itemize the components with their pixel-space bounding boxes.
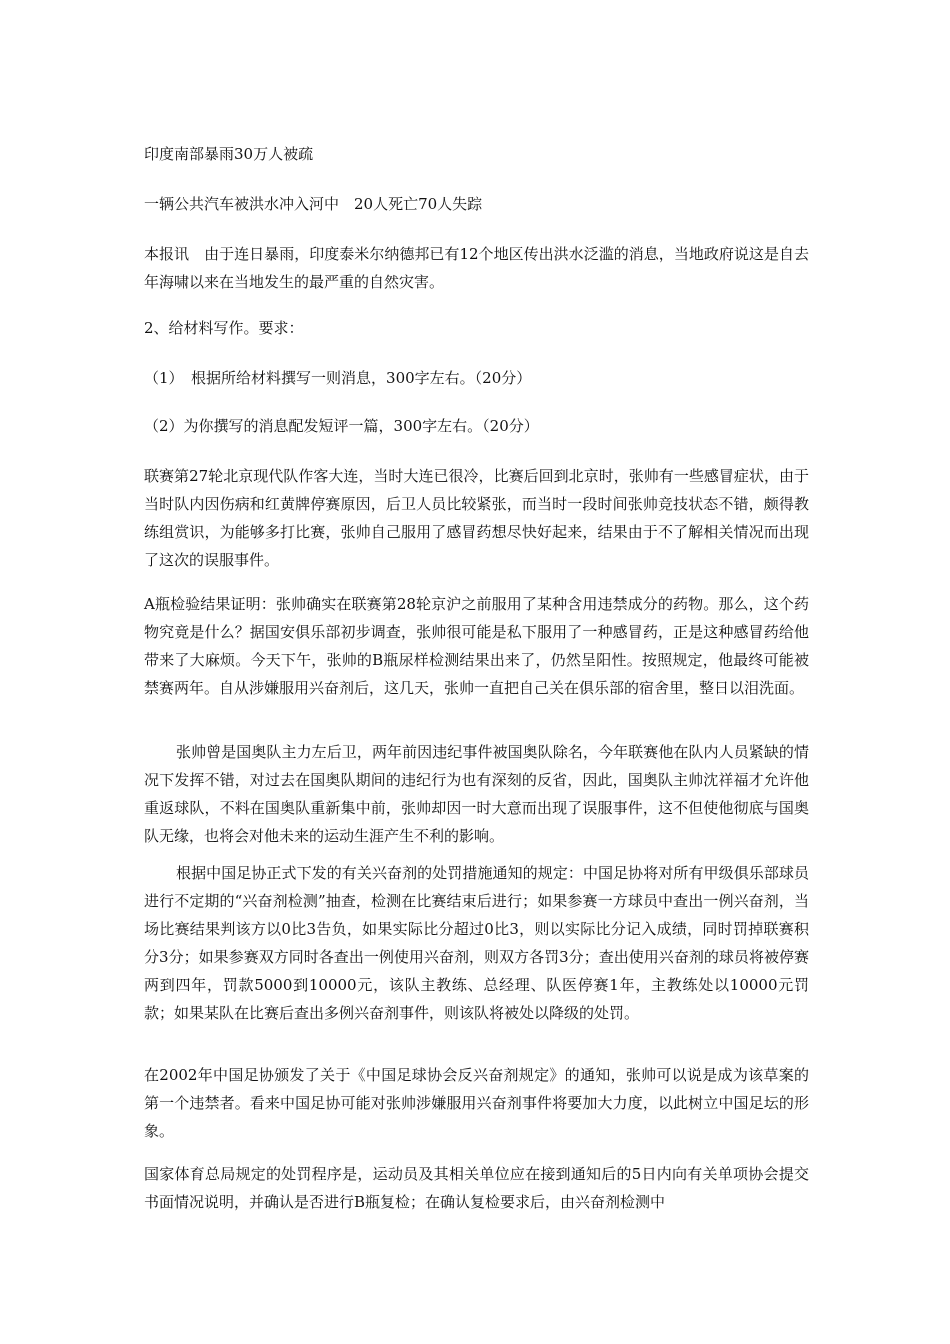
task-title: 2、给材料写作。要求： bbox=[144, 319, 304, 337]
requirement-2: （2）为你撰写的消息配发短评一篇，300字左右。（20分） bbox=[144, 417, 539, 435]
paragraph-1: 联赛第27轮北京现代队作客大连，当时大连已很冷，比赛后回到北京时，张帅有一些感冒症状，由于当时队内因伤病和红黄牌停赛原因，后卫人员比较紧张，而当时一段时间张帅竞技状态不错，颇得教练组赏识，为能够多打比赛，张帅自己服用了感冒药想尽快好起来，结果由于不了解相关情况而出现了这次的误服事件。 bbox=[144, 467, 809, 569]
subheadline: 一辆公共汽车被洪水冲入河中 20人死亡70人失踪 bbox=[144, 195, 483, 213]
paragraph-5: 在2002年中国足协颁发了关于《中国足球协会反兴奋剂规定》的通知，张帅可以说是成为该草案的第一个违禁者。看来中国足协可能对张帅涉嫌服用兴奋剂事件将要加大力度，以此树立中国足坛的形象。 bbox=[144, 1066, 809, 1140]
paragraph-2: A瓶检验结果证明：张帅确实在联赛第28轮京沪之前服用了某种含用违禁成分的药物。那么，这个药物究竟是什么？据国安俱乐部初步调查，张帅很可能是私下服用了一种感冒药，正是这种感冒药给他带来了大麻烦。今天下午，张帅的B瓶尿样检测结果出来了，仍然呈阳性。按照规定，他最终可能被禁赛两年。自从涉嫌服用兴奋剂后，这几天，张帅一直把自己关在俱乐部的宿舍里，整日以泪洗面。 bbox=[144, 595, 809, 697]
paragraph-4: 根据中国足协正式下发的有关兴奋剂的处罚措施通知的规定：中国足协将对所有甲级俱乐部球员进行不定期的“兴奋剂检测”抽查，检测在比赛结束后进行；如果参赛一方球员中查出一例兴奋剂，当场比赛结果判该方以0比3告负，如果实际比分超过0比3，则以实际比分记入成绩，同时罚掉联赛积分3分；如果参赛双方同时各查出一例使用兴奋剂，则双方各罚3分；查出使用兴奋剂的球员将被停赛两到四年，罚款5000到10000元，该队主教练、总经理、队医停赛1年，主教练处以10000元罚款；如果某队在比赛后查出多例兴奋剂事件，则该队将被处以降级的处罚。 bbox=[144, 864, 809, 1022]
requirement-1: （1） 根据所给材料撰写一则消息，300字左右。（20分） bbox=[144, 369, 532, 387]
lead-paragraph: 本报讯 由于连日暴雨，印度泰米尔纳德邦已有12个地区传出洪水泛滥的消息，当地政府说这是自去年海啸以来在当地发生的最严重的自然灾害。 bbox=[144, 245, 809, 291]
paragraph-3: 张帅曾是国奥队主力左后卫，两年前因违纪事件被国奥队除名，今年联赛他在队内人员紧缺的情况下发挥不错，对过去在国奥队期间的违纪行为也有深刻的反省，因此，国奥队主帅沈祥福才允许他重返球队，不料在国奥队重新集中前，张帅却因一时大意而出现了误服事件，这不但使他彻底与国奥队无缘，也将会对他未来的运动生涯产生不利的影响。 bbox=[144, 743, 809, 845]
headline: 印度南部暴雨30万人被疏 bbox=[144, 145, 314, 163]
paragraph-6: 国家体育总局规定的处罚程序是，运动员及其相关单位应在接到通知后的5日内向有关单项协会提交书面情况说明，并确认是否进行B瓶复检；在确认复检要求后，由兴奋剂检测中 bbox=[144, 1165, 809, 1211]
